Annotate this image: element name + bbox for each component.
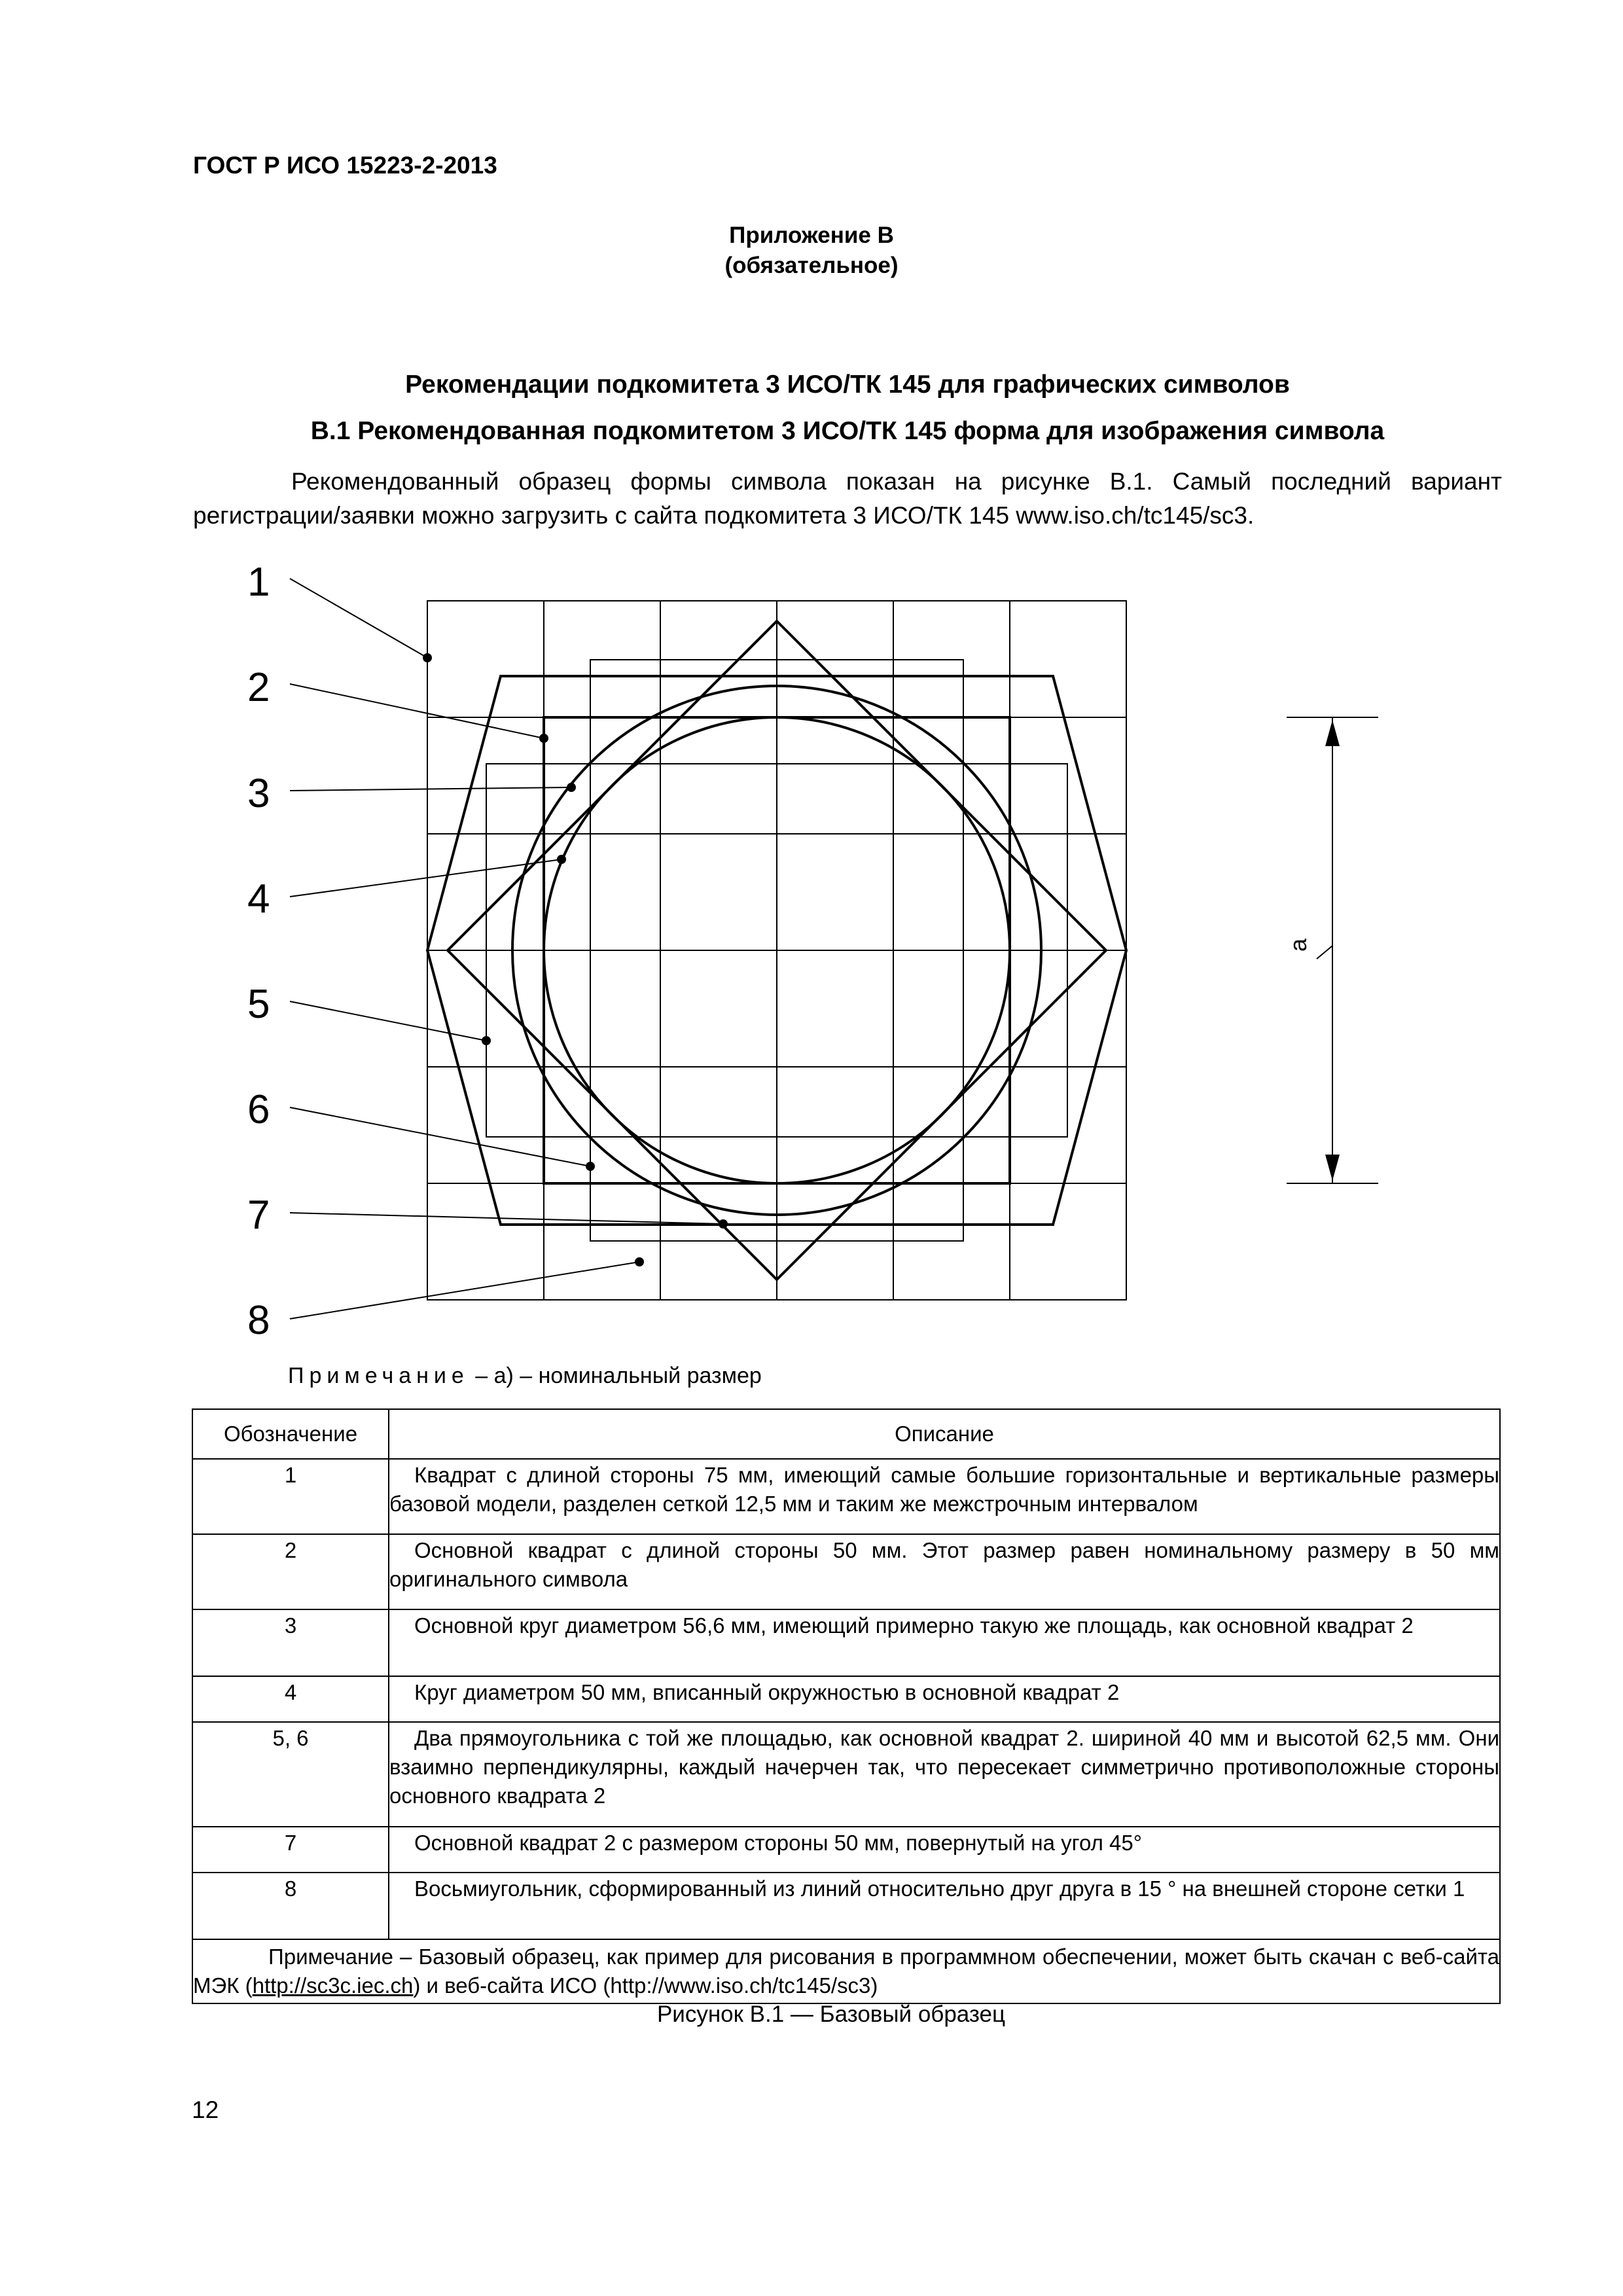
leader-line-1 — [290, 579, 427, 658]
dimension-arrow-down — [1325, 1155, 1340, 1181]
callout-label-7: 7 — [247, 1193, 270, 1238]
row-description — [389, 1609, 1500, 1676]
legend-table — [192, 1408, 1501, 2004]
document-code: ГОСТ Р ИСО 15223-2-2013 — [193, 152, 497, 179]
row-designation: 4 — [192, 1676, 389, 1722]
table-row — [192, 1873, 1500, 1939]
leader-dot — [423, 653, 432, 662]
table-footnote-text — [193, 1943, 1499, 2000]
table-row — [192, 1676, 1500, 1722]
leader-dot — [719, 1219, 728, 1229]
row-description — [389, 1827, 1500, 1873]
row-description — [389, 1534, 1500, 1609]
row-description-text: Основной квадрат 2 с размером стороны 50 мм, повернутый на угол 45° — [414, 1831, 1142, 1855]
figure-note-text: – a) – номинальный размер — [469, 1363, 762, 1388]
row-designation: 2 — [192, 1534, 389, 1609]
row-description-text: Основной квадрат с длиной стороны 50 мм. Этот размер равен номинальному размеру в 50 мм оригинального символа — [389, 1538, 1499, 1591]
page-number: 12 — [192, 2096, 219, 2123]
leader-dot — [635, 1257, 644, 1266]
table-row — [192, 1722, 1500, 1827]
leader-dot — [567, 783, 576, 792]
subsection-heading: В.1 Рекомендованная подкомитетом 3 ИСО/ТК 145 форма для изображения символа — [310, 417, 1385, 445]
row-designation: 7 — [192, 1827, 389, 1873]
leader-dot — [586, 1162, 595, 1171]
leader-lines — [290, 579, 723, 1319]
iec-link[interactable]: http://sc3c.iec.ch — [252, 1973, 414, 1998]
row-designation: 1 — [192, 1459, 389, 1534]
leader-line-5 — [290, 1001, 486, 1041]
footnote-start: Примечание – Базовый образец, как пример для рисования в программном обеспечении, может быть скачан с веб-сайта МЭК ( — [193, 1945, 1499, 1998]
leader-dot — [482, 1036, 491, 1045]
leader-dot — [557, 855, 566, 864]
dimension-arrow-up — [1325, 720, 1340, 746]
callout-label-4: 4 — [247, 876, 270, 922]
section-heading: Рекомендации подкомитета 3 ИСО/ТК 145 для графических символов — [405, 370, 1290, 399]
row-description-text: Восьмиугольник, сформированный из линий относительно друг друга в 15 ° на внешней стороне сетки 1 — [414, 1876, 1465, 1901]
table-row — [192, 1459, 1500, 1534]
row-designation: 3 — [192, 1609, 389, 1676]
dimension-a — [1285, 717, 1378, 1183]
figure-note-prefix: Примечание — [288, 1363, 469, 1388]
intro-text: Рекомендованный образец формы символа показан на рисунке В.1. Самый последний вариант регистрации/заявки можно загрузить с сайта подкомитета 3 ИСО/ТК 145 www.iso.ch/tc145/sc3. — [193, 468, 1502, 529]
grid-square-1 — [427, 601, 1126, 1300]
row-description-text: Два прямоугольника с той же площадью, как основной квадрат 2. шириной 40 мм и высотой 62,5 мм. Они взаимно перпендикулярны, каждый начерчен так, что пересекает симметрично противоположные стороны основного квадрата 2 — [389, 1726, 1499, 1808]
callout-label-6: 6 — [247, 1087, 270, 1132]
leader-line-7 — [290, 1213, 723, 1224]
leader-line-2 — [290, 684, 544, 738]
callout-label-8: 8 — [247, 1298, 270, 1343]
row-description — [389, 1873, 1500, 1939]
row-designation: 5, 6 — [192, 1722, 389, 1827]
callout-label-2: 2 — [247, 665, 270, 710]
row-description — [389, 1722, 1500, 1827]
row-description — [389, 1459, 1500, 1534]
callout-labels — [247, 560, 270, 1343]
row-designation: 8 — [192, 1873, 389, 1939]
table-row — [192, 1609, 1500, 1676]
row-description-text: Квадрат с длиной стороны 75 мм, имеющий самые большие горизонтальные и вертикальные размеры базовой модели, разделен сеткой 12,5 мм и таким же межстрочным интервалом — [389, 1463, 1499, 1516]
column-header-designation: Обозначение — [192, 1409, 389, 1459]
table-footnote-row — [192, 1939, 1500, 2003]
dimension-label: a — [1285, 938, 1311, 952]
callout-label-5: 5 — [247, 982, 270, 1027]
leader-line-8 — [290, 1262, 639, 1319]
dimension-tick — [1317, 946, 1332, 959]
callout-label-1: 1 — [247, 560, 270, 605]
leader-line-3 — [290, 787, 571, 791]
table-header-row — [192, 1409, 1500, 1459]
table-row — [192, 1827, 1500, 1873]
column-header-description: Описание — [389, 1409, 1500, 1459]
leader-dots — [423, 653, 728, 1266]
table-row — [192, 1534, 1500, 1609]
figure-note — [288, 1363, 762, 1389]
footnote-middle: ) и веб-сайта ИСО (http://www.iso.ch/tc145/sc3) — [413, 1973, 878, 1998]
figure-caption: Рисунок В.1 — Базовый образец — [656, 2001, 1006, 2027]
row-description-text: Круг диаметром 50 мм, вписанный окружностью в основной квадрат 2 — [414, 1680, 1120, 1704]
row-description — [389, 1676, 1500, 1722]
leader-dot — [539, 734, 548, 743]
table-footnote — [192, 1939, 1500, 2003]
annex-status: (обязательное) — [724, 253, 899, 278]
callout-label-3: 3 — [247, 771, 270, 816]
annex-title: Приложение В — [729, 223, 894, 248]
row-description-text: Основной круг диаметром 56,6 мм, имеющий примерно такую же площадь, как основной квадрат 2 — [414, 1613, 1414, 1638]
